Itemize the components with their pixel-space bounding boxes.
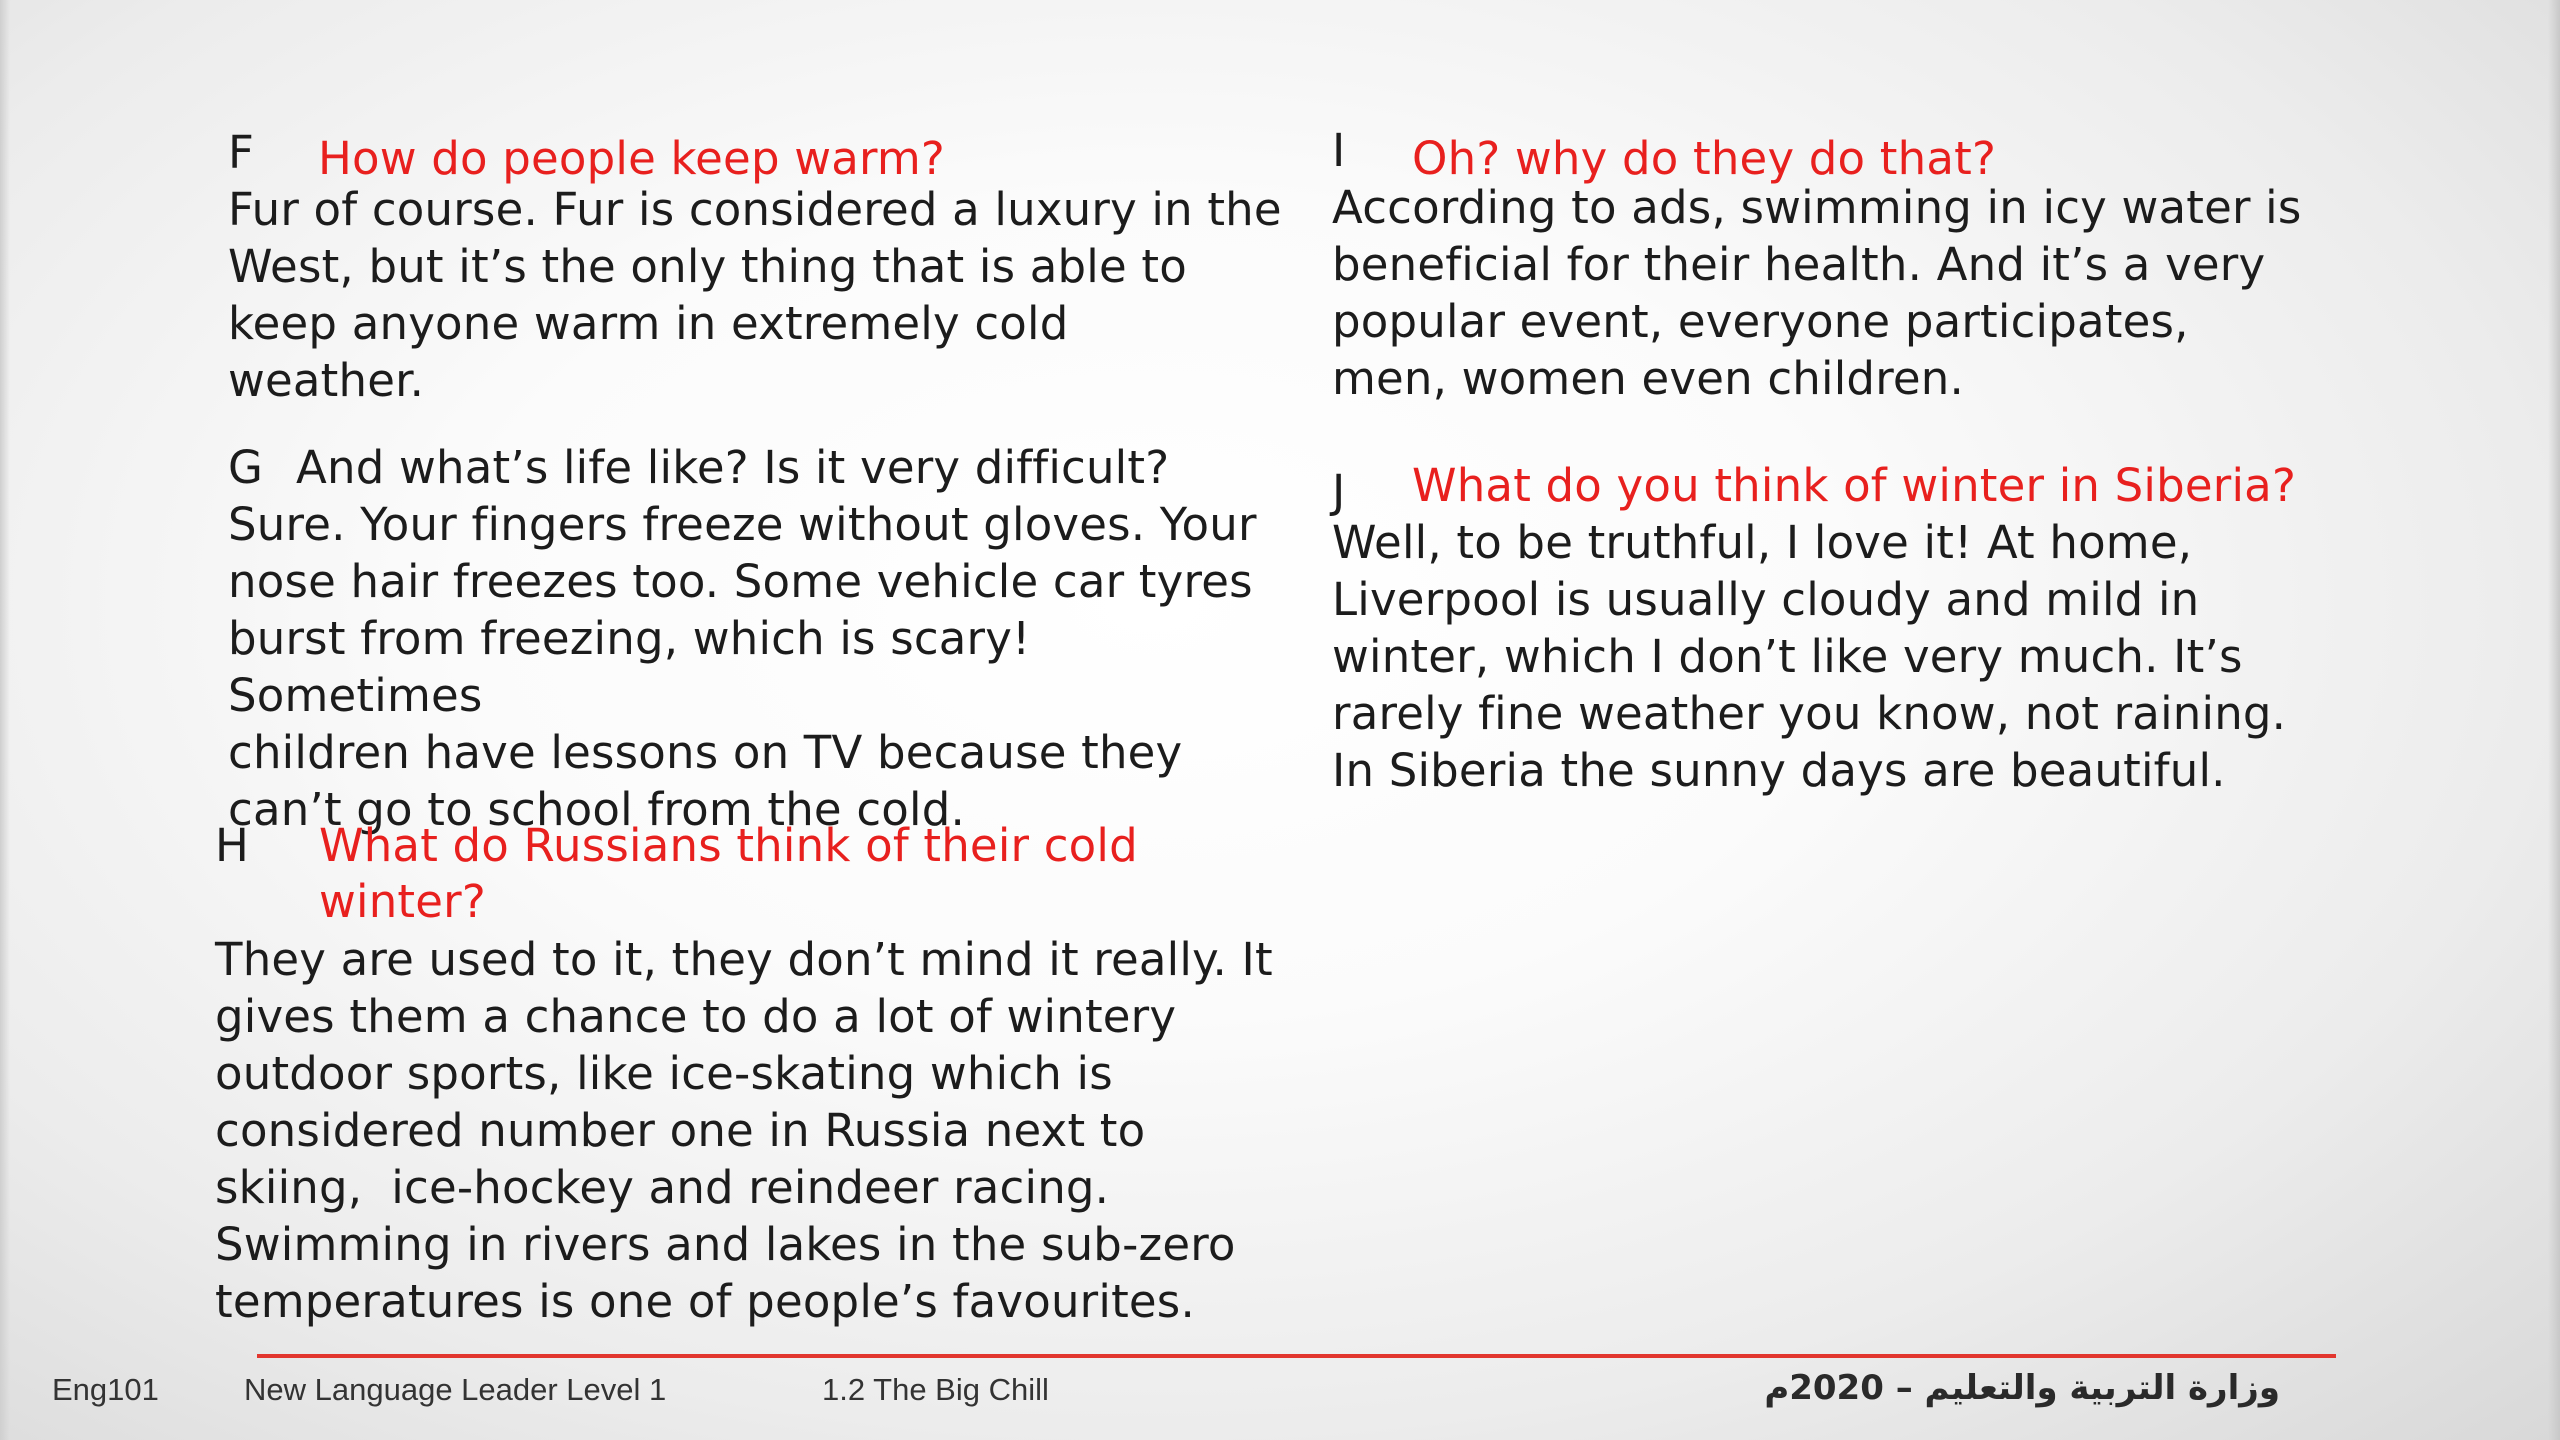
section-j-heading [1332,457,2452,518]
section-g-answer-line: nose hair freezes too. Some vehicle car tyres [228,555,1253,608]
section-j-question: What do you think of winter in Siberia? [1412,459,2297,512]
section-j-answer-line: rarely fine weather you know, not raining. [1332,687,2287,740]
section-f-letter: F [228,126,255,179]
section-f-heading [228,124,1288,185]
footer-divider [257,1354,2336,1358]
section-h-answer-line: skiing, ice-hockey and reindeer racing. [215,1161,1110,1214]
section-g-question: And what’s life like? Is it very difficult? [296,441,1170,494]
section-h [215,817,1295,1330]
section-j-answer-line: In Siberia the sunny days are beautiful. [1332,744,2226,797]
section-j-answer-line: Liverpool is usually cloudy and mild in [1332,573,2200,626]
section-g-answer-line: can’t go to school from the cold. [228,783,965,836]
section-h-answer-line: outdoor sports, like ice-skating which is [215,1047,1113,1100]
section-i-answer-line: men, women even children. [1332,352,1965,405]
section-j [1332,457,2452,799]
section-i-letter: I [1332,124,1346,177]
section-g-answer-line: Sure. Your fingers freeze without gloves. Your [228,498,1257,551]
slide-left-shadow [0,0,10,1440]
section-f-question: How do people keep warm? [318,132,946,185]
section-h-answer-line: They are used to it, they don’t mind it really. It [215,933,1273,986]
section-h-answer-line: considered number one in Russia next to [215,1104,1146,1157]
section-j-letter: J [1332,465,1346,518]
section-h-answer-line: temperatures is one of people’s favourites. [215,1275,1195,1328]
section-f [228,124,1288,409]
section-i [1332,122,2452,407]
section-i-answer-line: beneficial for their health. And it’s a very [1332,238,2266,291]
section-h-answer-line: gives them a chance to do a lot of wintery [215,990,1177,1043]
footer-unit-title: 1.2 The Big Chill [822,1372,1049,1407]
section-f-answer-line: West, but it’s the only thing that is able to [228,240,1187,293]
section-f-answer-line: keep anyone warm in extremely cold [228,297,1069,350]
footer-ministry: وزارة التربية والتعليم – 2020م [1764,1368,2280,1408]
section-g-heading [228,439,1288,496]
section-i-heading [1332,122,2452,185]
section-h-answer-line: Swimming in rivers and lakes in the sub-zero [215,1218,1236,1271]
section-g-answer-line: burst from freezing, which is scary! Sometimes [228,612,1031,722]
section-i-question: Oh? why do they do that? [1412,132,1997,185]
footer-book-title: New Language Leader Level 1 [244,1372,667,1407]
section-g-letter: G [228,441,264,494]
section-j-answer-line: Well, to be truthful, I love it! At home, [1332,516,2193,569]
section-j-answer-line: winter, which I don’t like very much. It’s [1332,630,2243,683]
section-h-letter: H [215,819,250,872]
section-f-answer-line: Fur of course. Fur is considered a luxury in the [228,183,1282,236]
section-i-answer-line: According to ads, swimming in icy water is [1332,181,2302,234]
section-h-question-line: winter? [319,875,486,928]
section-i-answer-line: popular event, everyone participates, [1332,295,2189,348]
slide-right-shadow [2548,0,2560,1440]
section-f-answer-line: weather. [228,354,425,407]
section-g-answer-line: children have lessons on TV because they [228,726,1183,779]
section-g [228,439,1288,838]
section-h-question-line: What do Russians think of their cold [319,819,1138,872]
footer-course-code: Eng101 [52,1372,159,1407]
section-h-heading [215,817,1295,931]
